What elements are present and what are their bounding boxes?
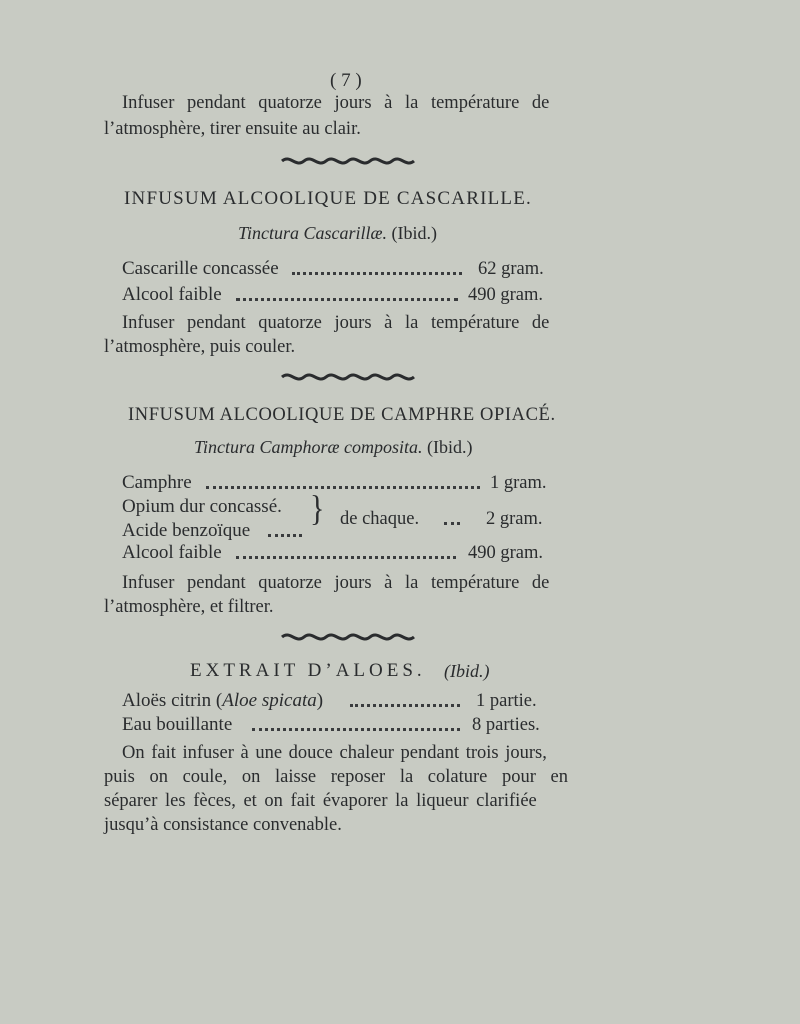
dot-leader [292, 270, 462, 275]
ingredient-name: Alcool faible [122, 542, 222, 563]
group-note: de chaque. [340, 509, 420, 529]
ibid-ref: (Ibid.) [391, 223, 438, 243]
latin-title: Tinctura Camphoræ composita. [194, 437, 423, 457]
ingredient-qty: 8 parties. [472, 715, 540, 735]
dot-leader [350, 702, 460, 707]
ingredient-name-start: Aloës citrin ( [122, 690, 223, 711]
ingredient-qty: 490 gram. [468, 543, 544, 563]
instruction-line: puis on coule, on laisse reposer la colature pour en [104, 767, 568, 787]
section-subtitle [194, 436, 473, 458]
group-qty: 2 gram. [486, 509, 543, 529]
wave-ornament [280, 630, 418, 644]
ibid-ref: (Ibid.) [444, 661, 490, 681]
ingredient-name: Camphre [122, 472, 192, 493]
ingredient-name: Alcool faible [122, 284, 222, 305]
dot-leader [252, 726, 460, 731]
section-subtitle [238, 222, 437, 244]
instruction-line: séparer les fèces, et on fait évaporer la liqueur clarifiée [104, 791, 537, 811]
dot-leader [236, 296, 458, 301]
instruction-line: Infuser pendant quatorze jours à la température de [122, 573, 550, 593]
instruction-line: jusqu’à consistance convenable. [104, 815, 342, 835]
latin-name: Aloe spicata [222, 690, 317, 711]
ingredient-name-end: ) [316, 690, 324, 711]
ingredient-name: Opium dur concassé. [122, 496, 282, 517]
instruction-line: l’atmosphère, et filtrer. [104, 597, 274, 617]
ingredient-qty: 62 gram. [478, 259, 544, 279]
ingredient-qty: 1 gram. [490, 473, 547, 493]
intro-line-2: l’atmosphère, tirer ensuite au clair. [104, 119, 361, 139]
section-heading-aloes: EXTRAIT D’ALOES. [190, 660, 426, 681]
ingredient-name: Acide benzoïque [122, 520, 251, 541]
intro-line-1: Infuser pendant quatorze jours à la température de [122, 93, 550, 113]
section-heading-cascarille: INFUSUM ALCOOLIQUE DE CASCARILLE. [124, 188, 532, 209]
wave-ornament [280, 370, 418, 384]
ingredient-name [122, 690, 323, 712]
ibid-ref: (Ibid.) [427, 437, 473, 457]
dot-leader [236, 554, 456, 559]
latin-title: Tinctura Cascarillæ. [238, 223, 388, 243]
ingredient-qty: 1 partie. [476, 691, 537, 711]
instruction-line: l’atmosphère, puis couler. [104, 337, 296, 357]
page-number: ( 7 ) [330, 70, 362, 91]
ingredient-name: Cascarille concassée [122, 258, 279, 279]
dot-leader [206, 484, 480, 489]
ingredient-name: Eau bouillante [122, 714, 233, 735]
dot-leader [268, 532, 302, 537]
curly-brace: } [310, 488, 325, 529]
wave-ornament [280, 154, 418, 168]
dot-leader [444, 520, 460, 525]
instruction-line: Infuser pendant quatorze jours à la température de [122, 313, 550, 333]
section-heading-camphre: INFUSUM ALCOOLIQUE DE CAMPHRE OPIACÉ. [128, 405, 556, 425]
ingredient-qty: 490 gram. [468, 285, 544, 305]
instruction-line: On fait infuser à une douce chaleur pendant trois jours, [122, 743, 547, 763]
